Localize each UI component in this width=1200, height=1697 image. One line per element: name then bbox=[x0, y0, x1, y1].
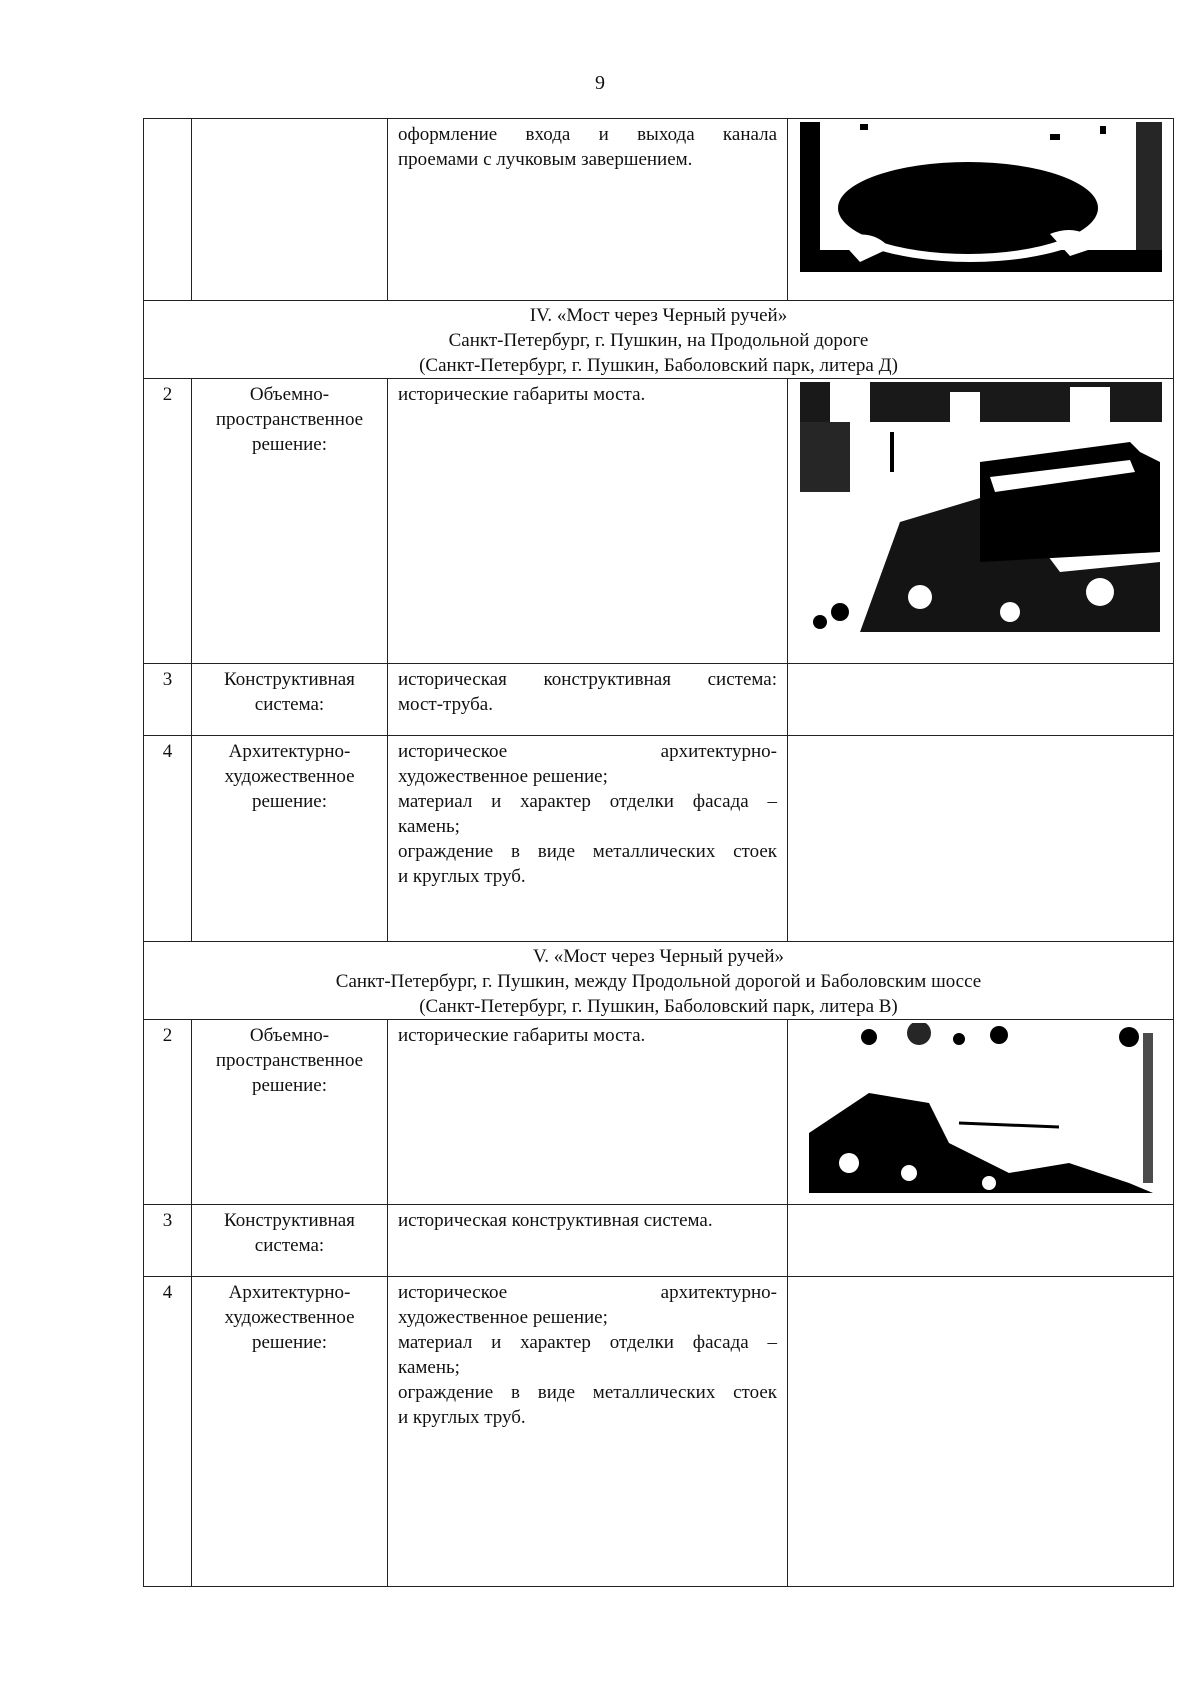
row-description-cell bbox=[388, 1205, 788, 1277]
description-line: художественное решение; bbox=[398, 1307, 608, 1328]
description-line: художественное решение; bbox=[398, 766, 608, 787]
description-line: проемами с лучковым завершением. bbox=[398, 149, 693, 170]
section-address: Санкт-Петербург, г. Пушкин, между Продольной дорогой и Баболовским шоссе bbox=[335, 971, 982, 992]
row-description-cell bbox=[388, 119, 788, 301]
heritage-table bbox=[143, 118, 1174, 1587]
table-row bbox=[144, 1020, 1174, 1205]
row-description-cell bbox=[388, 1020, 788, 1205]
description-line: ограждение в виде металлических стоек bbox=[398, 1382, 777, 1403]
row-number-cell: 4 bbox=[144, 1277, 192, 1587]
row-label-cell: Архитектурно-художественное решение: bbox=[192, 1277, 388, 1587]
culvert-arch-photo bbox=[800, 122, 1162, 272]
description-line: камень; bbox=[398, 1357, 460, 1378]
bridge-photo bbox=[809, 1023, 1153, 1193]
row-number-cell: 3 bbox=[144, 664, 192, 736]
row-description-cell bbox=[388, 379, 788, 664]
row-label-cell bbox=[192, 119, 388, 301]
row-label-cell: Архитектурно-художественное решение: bbox=[192, 736, 388, 942]
description-line: и круглых труб. bbox=[398, 866, 526, 887]
row-number-cell: 2 bbox=[144, 1020, 192, 1205]
description-line: исторические габариты моста. bbox=[398, 1025, 646, 1046]
description-line: материал и характер отделки фасада – bbox=[398, 791, 777, 812]
photo-cell bbox=[788, 1020, 1174, 1205]
description-line: материал и характер отделки фасада – bbox=[398, 1332, 777, 1353]
row-number-cell: 3 bbox=[144, 1205, 192, 1277]
table-row bbox=[144, 379, 1174, 664]
row-label-cell: Объемно-пространственное решение: bbox=[192, 1020, 388, 1205]
photo-cell bbox=[788, 379, 1174, 664]
section-header-cell bbox=[144, 942, 1174, 1020]
table-row bbox=[144, 664, 1174, 736]
table-row bbox=[144, 736, 1174, 942]
description-line: историческое архитектурно- bbox=[398, 741, 777, 762]
description-line: камень; bbox=[398, 816, 460, 837]
description-line: историческое архитектурно- bbox=[398, 1282, 777, 1303]
description-line: и круглых труб. bbox=[398, 1407, 526, 1428]
table-row bbox=[144, 1277, 1174, 1587]
row-description-cell bbox=[388, 1277, 788, 1587]
row-number-cell: 4 bbox=[144, 736, 192, 942]
row-description-cell bbox=[388, 664, 788, 736]
row-number-cell: 2 bbox=[144, 379, 192, 664]
row-label-cell: Конструктивная система: bbox=[192, 664, 388, 736]
empty-photo-cell bbox=[788, 1277, 1174, 1587]
photo-cell bbox=[788, 119, 1174, 301]
section-alt-address: (Санкт-Петербург, г. Пушкин, Баболовский парк, литера В) bbox=[419, 996, 898, 1017]
section-header-cell bbox=[144, 301, 1174, 379]
page-number: 9 bbox=[595, 72, 605, 94]
section-header-row bbox=[144, 301, 1174, 379]
description-line: историческая конструктивная система. bbox=[398, 1210, 713, 1231]
section-title: IV. «Мост через Черный ручей» bbox=[529, 305, 788, 326]
section-title: V. «Мост через Черный ручей» bbox=[532, 946, 785, 967]
empty-photo-cell bbox=[788, 736, 1174, 942]
row-label-cell: Объемно-пространственное решение: bbox=[192, 379, 388, 664]
empty-photo-cell bbox=[788, 1205, 1174, 1277]
description-line: историческая конструктивная система: bbox=[398, 669, 777, 690]
section-header-row bbox=[144, 942, 1174, 1020]
section-alt-address: (Санкт-Петербург, г. Пушкин, Баболовский парк, литера Д) bbox=[419, 355, 898, 376]
row-description-cell bbox=[388, 736, 788, 942]
empty-photo-cell bbox=[788, 664, 1174, 736]
description-line: мост-труба. bbox=[398, 694, 493, 715]
bridge-photo bbox=[800, 382, 1162, 632]
table-row bbox=[144, 119, 1174, 301]
description-line: оформление входа и выхода канала bbox=[398, 124, 777, 145]
description-line: исторические габариты моста. bbox=[398, 384, 646, 405]
row-label-cell: Конструктивная система: bbox=[192, 1205, 388, 1277]
table-row bbox=[144, 1205, 1174, 1277]
description-line: ограждение в виде металлических стоек bbox=[398, 841, 777, 862]
row-number-cell bbox=[144, 119, 192, 301]
section-address: Санкт-Петербург, г. Пушкин, на Продольной дороге bbox=[448, 330, 869, 351]
